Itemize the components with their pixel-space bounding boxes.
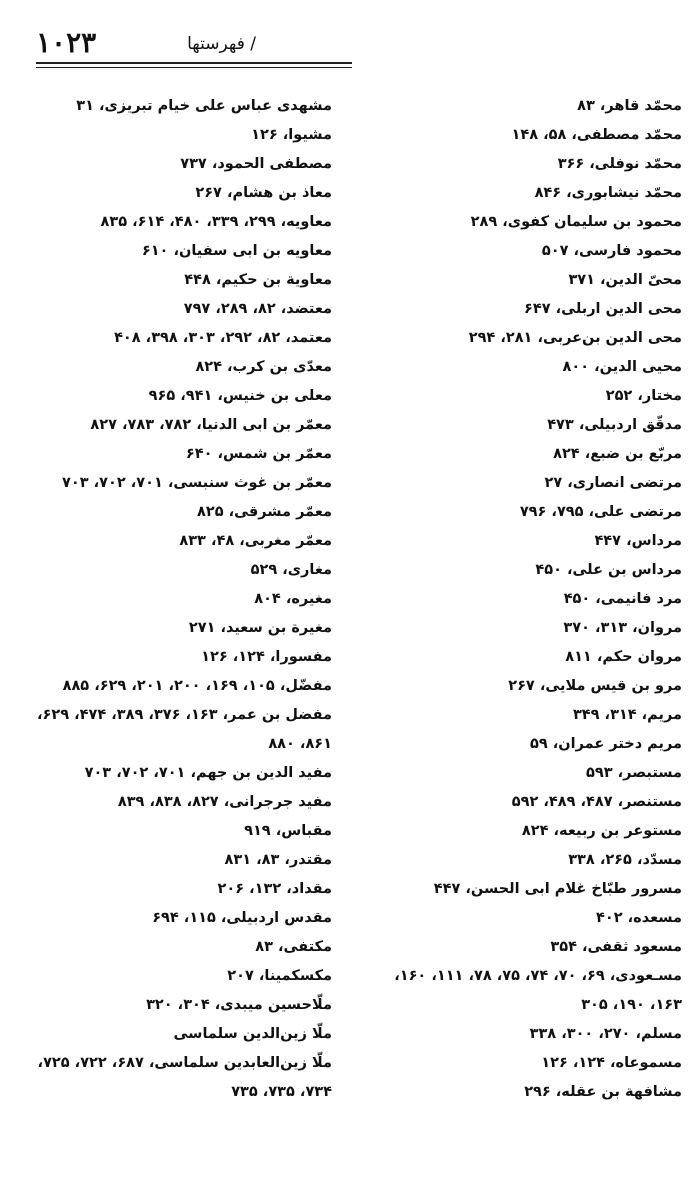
index-entry: معتمد، ۸۲، ۲۹۲، ۳۰۳، ۳۹۸، ۴۰۸ bbox=[114, 330, 332, 346]
index-entry: مشافهة بن عقله، ۲۹۶ bbox=[524, 1084, 682, 1100]
header-rule-thick bbox=[36, 62, 352, 64]
index-entry: محیّ الدین، ۳۷۱ bbox=[568, 272, 682, 288]
index-entry: معتضد، ۸۲، ۲۸۹، ۷۹۷ bbox=[183, 301, 332, 317]
index-column-right bbox=[370, 92, 682, 1107]
index-entry: مقتدر، ۸۳، ۸۳۱ bbox=[224, 852, 332, 868]
index-entry: محمّد مصطفی، ۵۸، ۱۴۸ bbox=[511, 127, 682, 143]
index-entry: ملّاحسین میبدی، ۳۰۴، ۳۲۰ bbox=[146, 997, 332, 1013]
running-title: / فهرستها bbox=[187, 34, 256, 54]
index-entry: محمّد قاهر، ۸۳ bbox=[577, 98, 682, 114]
index-entry: معمّر بن شمس، ۶۴۰ bbox=[185, 446, 332, 462]
index-entry: معاویه بن ابی سفیان، ۶۱۰ bbox=[141, 243, 332, 259]
index-entry: مروان، ۳۱۳، ۳۷۰ bbox=[563, 620, 682, 636]
index-entry: محمود فارسی، ۵۰۷ bbox=[541, 243, 682, 259]
index-entry: مفضل بن عمر، ۱۶۳، ۳۷۶، ۳۸۹، ۴۷۴، ۶۲۹، bbox=[36, 707, 332, 723]
index-entry: مفضّل، ۱۰۵، ۱۶۹، ۲۰۰، ۲۰۱، ۶۲۹، ۸۸۵ bbox=[62, 678, 332, 694]
index-entry: مریم دختر عمران، ۵۹ bbox=[530, 736, 682, 752]
index-entry: ملّا زین‌الدین سلماسی bbox=[173, 1026, 332, 1042]
index-entry: محمود بن سلیمان کفوی، ۲۸۹ bbox=[470, 214, 682, 230]
index-entry: مرتضی انصاری، ۲۷ bbox=[544, 475, 682, 491]
index-entry: محی الدین اربلی، ۶۴۷ bbox=[524, 301, 682, 317]
index-entry: مفسورا، ۱۲۴، ۱۲۶ bbox=[201, 649, 332, 665]
index-entry: مسـعودی، ۶۹، ۷۰، ۷۴، ۷۵، ۷۸، ۱۱۱، ۱۶۰، bbox=[394, 968, 682, 984]
index-entry: مرداس بن علی، ۴۵۰ bbox=[535, 562, 682, 578]
index-entry: مرداس، ۴۴۷ bbox=[594, 533, 682, 549]
index-entry: معاویة بن حکیم، ۴۴۸ bbox=[184, 272, 332, 288]
index-entry: مقباس، ۹۱۹ bbox=[244, 823, 332, 839]
index-entry: مستنصر، ۴۸۷، ۴۸۹، ۵۹۲ bbox=[511, 794, 682, 810]
index-entry: مکتفی، ۸۳ bbox=[255, 939, 332, 955]
index-entry: معمّر مشرقی، ۸۲۵ bbox=[197, 504, 332, 520]
index-entry: معمّر بن ابی الدنیا، ۷۸۲، ۷۸۳، ۸۲۷ bbox=[90, 417, 332, 433]
index-entry: محی الدین بن‌عربی، ۲۸۱، ۲۹۴ bbox=[468, 330, 682, 346]
index-entry: مشهدی عباس علی خیام تبریزی، ۳۱ bbox=[76, 98, 332, 114]
index-entry: محمّد نیشابوری، ۸۴۶ bbox=[534, 185, 682, 201]
index-entry: مرتضی علی، ۷۹۵، ۷۹۶ bbox=[519, 504, 682, 520]
index-entry: مستبصر، ۵۹۳ bbox=[586, 765, 682, 781]
index-entry: مسعود ثقفی، ۳۵۴ bbox=[550, 939, 682, 955]
index-entry: مسموعاه، ۱۲۴، ۱۲۶ bbox=[541, 1055, 682, 1071]
index-entry: مسرور طبّاخ غلام ابی الحسن، ۴۴۷ bbox=[433, 881, 682, 897]
index-entry: مفید جرجرانی، ۸۲۷، ۸۳۸، ۸۳۹ bbox=[117, 794, 332, 810]
index-entry: مشیوا، ۱۲۶ bbox=[251, 127, 332, 143]
index-entry: مسعده، ۴۰۲ bbox=[596, 910, 682, 926]
index-entry: مدقّق اردبیلی، ۴۷۳ bbox=[547, 417, 682, 433]
index-entry: مقداد، ۱۳۲، ۲۰۶ bbox=[217, 881, 332, 897]
index-entry: مقدس اردبیلی، ۱۱۵، ۶۹۴ bbox=[152, 910, 332, 926]
index-entry: معدّی بن کرب، ۸۲۴ bbox=[195, 359, 332, 375]
index-entry: مفید الدین بن جهم، ۷۰۱، ۷۰۲، ۷۰۳ bbox=[84, 765, 332, 781]
index-entry: مغاری، ۵۲۹ bbox=[250, 562, 332, 578]
index-entry: معاویه، ۲۹۹، ۳۳۹، ۴۸۰، ۶۱۴، ۸۳۵ bbox=[100, 214, 332, 230]
index-entry: معمّر مغربی، ۴۸، ۸۳۳ bbox=[179, 533, 332, 549]
index-entry: محمّد نوفلی، ۳۶۶ bbox=[557, 156, 682, 172]
header-rule-thin bbox=[36, 67, 352, 68]
index-entry: مغیره، ۸۰۴ bbox=[254, 591, 332, 607]
index-entry: مستوعر بن ربیعه، ۸۲۴ bbox=[521, 823, 682, 839]
index-entry: مربّع بن ضبع، ۸۲۴ bbox=[553, 446, 682, 462]
index-entry: محیی الدین، ۸۰۰ bbox=[562, 359, 682, 375]
index-entry: ۸۶۱، ۸۸۰ bbox=[268, 736, 332, 752]
index-entry: مرد فانیمی، ۴۵۰ bbox=[563, 591, 682, 607]
index-entry: ۷۳۴، ۷۳۵، ۷۳۵ bbox=[231, 1084, 332, 1100]
index-entry: مکسکمینا، ۲۰۷ bbox=[227, 968, 332, 984]
index-entry: معاذ بن هشام، ۲۶۷ bbox=[195, 185, 332, 201]
page-number: ۱۰۲۳ bbox=[36, 26, 97, 59]
index-entry: مختار، ۲۵۲ bbox=[605, 388, 682, 404]
index-entry: مرو بن قیس ملایی، ۲۶۷ bbox=[508, 678, 682, 694]
index-entry: معلی بن خنیس، ۹۴۱، ۹۶۵ bbox=[148, 388, 332, 404]
index-entry: مریم، ۳۱۴، ۳۴۹ bbox=[572, 707, 682, 723]
index-entry: مروان حکم، ۸۱۱ bbox=[565, 649, 682, 665]
index-column-left bbox=[22, 92, 332, 1107]
index-entry: مسدّد، ۲۶۵، ۳۳۸ bbox=[568, 852, 682, 868]
index-entry: ۱۶۳، ۱۹۰، ۳۰۵ bbox=[581, 997, 682, 1013]
index-entry: مغیرة بن سعید، ۲۷۱ bbox=[188, 620, 332, 636]
index-entry: معمّر بن غوث سنبسی، ۷۰۱، ۷۰۲، ۷۰۳ bbox=[62, 475, 332, 491]
page-header bbox=[36, 22, 352, 68]
index-entry: مصطفی الحمود، ۷۳۷ bbox=[180, 156, 332, 172]
index-entry: مسلم، ۲۷۰، ۳۰۰، ۳۳۸ bbox=[529, 1026, 682, 1042]
index-entry: ملّا زین‌العابدین سلماسی، ۶۸۷، ۷۲۲، ۷۲۵، bbox=[37, 1055, 332, 1071]
